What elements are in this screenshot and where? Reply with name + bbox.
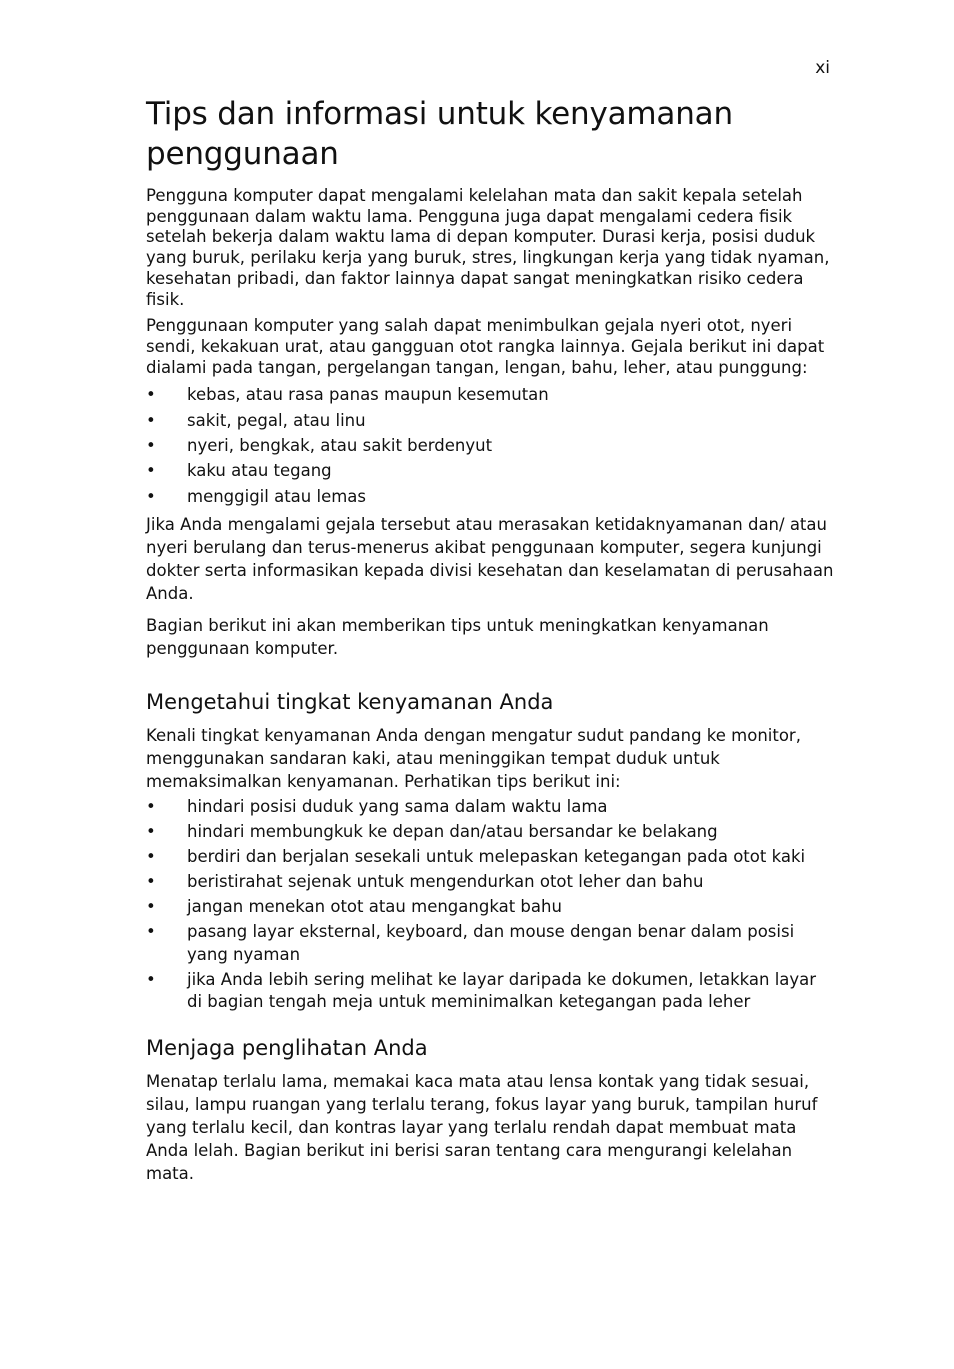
list-item-text: kebas, atau rasa panas maupun kesemutan <box>187 385 549 405</box>
list-item <box>146 921 836 966</box>
list-item <box>146 846 836 869</box>
comfort-paragraph: Kenali tingkat kenyamanan Anda dengan mengatur sudut pandang ke monitor, menggunakan sandaran kaki, atau meninggikan tempat duduk untuk memaksimalkan kenyamanan. Perhatikan tips berikut ini: <box>146 726 801 792</box>
list-item <box>146 896 836 919</box>
list-item <box>146 486 836 509</box>
list-item <box>146 796 836 819</box>
list-item <box>146 384 836 407</box>
list-item <box>146 969 836 1014</box>
comfort-tips-list <box>146 796 836 1014</box>
page-number: xi <box>815 58 830 78</box>
list-item-text: pasang layar eksternal, keyboard, dan mouse dengan benar dalam posisi yang nyaman <box>187 922 795 964</box>
bullet-icon: • <box>146 435 156 455</box>
section-heading-vision: Menjaga penglihatan Anda <box>146 1035 428 1060</box>
list-item <box>146 435 836 458</box>
intro-paragraph-2: Penggunaan komputer yang salah dapat menimbulkan gejala nyeri otot, nyeri sendi, kekakuan urat, atau gangguan otot rangka lainnya. Gejala berikut ini dapat dialami pada tangan, pergelangan tangan, lengan, bahu, leher, atau punggung: <box>146 316 825 377</box>
bullet-icon: • <box>146 897 156 917</box>
bullet-icon: • <box>146 410 156 430</box>
intro-tips-paragraph: Bagian berikut ini akan memberikan tips untuk meningkatkan kenyamanan penggunaan komputer. <box>146 616 769 659</box>
list-item-text: beristirahat sejenak untuk mengendurkan otot leher dan bahu <box>187 872 704 892</box>
intro-paragraph-1: Pengguna komputer dapat mengalami kelelahan mata dan sakit kepala setelah penggunaan dalam waktu lama. Pengguna juga dapat mengalami cedera fisik setelah bekerja dalam waktu lama di depan komputer. Durasi kerja, posisi duduk yang buruk, perilaku kerja yang buruk, stres, lingkungan kerja yang tidak nyaman, kesehatan pribadi, dan faktor lainnya dapat sangat meningkatkan risiko cedera fisik. <box>146 186 830 309</box>
bullet-icon: • <box>146 385 156 405</box>
list-item-text: menggigil atau lemas <box>187 486 367 506</box>
page-content <box>146 94 836 1185</box>
list-item-text: berdiri dan berjalan sesekali untuk melepaskan ketegangan pada otot kaki <box>187 847 806 867</box>
list-item-text: jika Anda lebih sering melihat ke layar daripada ke dokumen, letakkan layar di bagian tengah meja untuk meminimalkan ketegangan pada leher <box>187 969 817 1012</box>
section-heading-comfort: Mengetahui tingkat kenyamanan Anda <box>146 690 554 715</box>
list-item-text: sakit, pegal, atau linu <box>187 410 366 430</box>
vision-paragraph: Menatap terlalu lama, memakai kaca mata atau lensa kontak yang tidak sesuai, silau, lampu ruangan yang terlalu terang, fokus layar yang buruk, tampilan huruf yang terlalu kecil, dan kontras layar yang terlalu rendah dapat membuat mata Anda lelah. Bagian berikut ini berisi saran tentang cara mengurangi kelelahan mata. <box>146 1071 818 1183</box>
bullet-icon: • <box>146 461 156 481</box>
bullet-icon: • <box>146 922 156 942</box>
bullet-icon: • <box>146 847 156 867</box>
page-title: Tips dan informasi untuk kenyamanan penggunaan <box>146 96 733 172</box>
symptom-list <box>146 384 836 508</box>
bullet-icon: • <box>146 872 156 892</box>
bullet-icon: • <box>146 822 156 842</box>
bullet-icon: • <box>146 969 156 989</box>
list-item-text: kaku atau tegang <box>187 461 332 481</box>
bullet-icon: • <box>146 486 156 506</box>
list-item-text: hindari posisi duduk yang sama dalam waktu lama <box>187 797 608 817</box>
list-item <box>146 460 836 483</box>
bullet-icon: • <box>146 797 156 817</box>
list-item-text: jangan menekan otot atau mengangkat bahu <box>187 897 562 917</box>
list-item <box>146 410 836 433</box>
list-item <box>146 871 836 894</box>
list-item <box>146 821 836 844</box>
list-item-text: nyeri, bengkak, atau sakit berdenyut <box>187 435 493 455</box>
list-item-text: hindari membungkuk ke depan dan/atau bersandar ke belakang <box>187 822 718 842</box>
advice-paragraph: Jika Anda mengalami gejala tersebut atau merasakan ketidaknyamanan dan/ atau nyeri berulang dan terus-menerus akibat penggunaan komputer, segera kunjungi dokter serta informasikan kepada divisi kesehatan dan keselamatan di perusahaan Anda. <box>146 515 834 604</box>
